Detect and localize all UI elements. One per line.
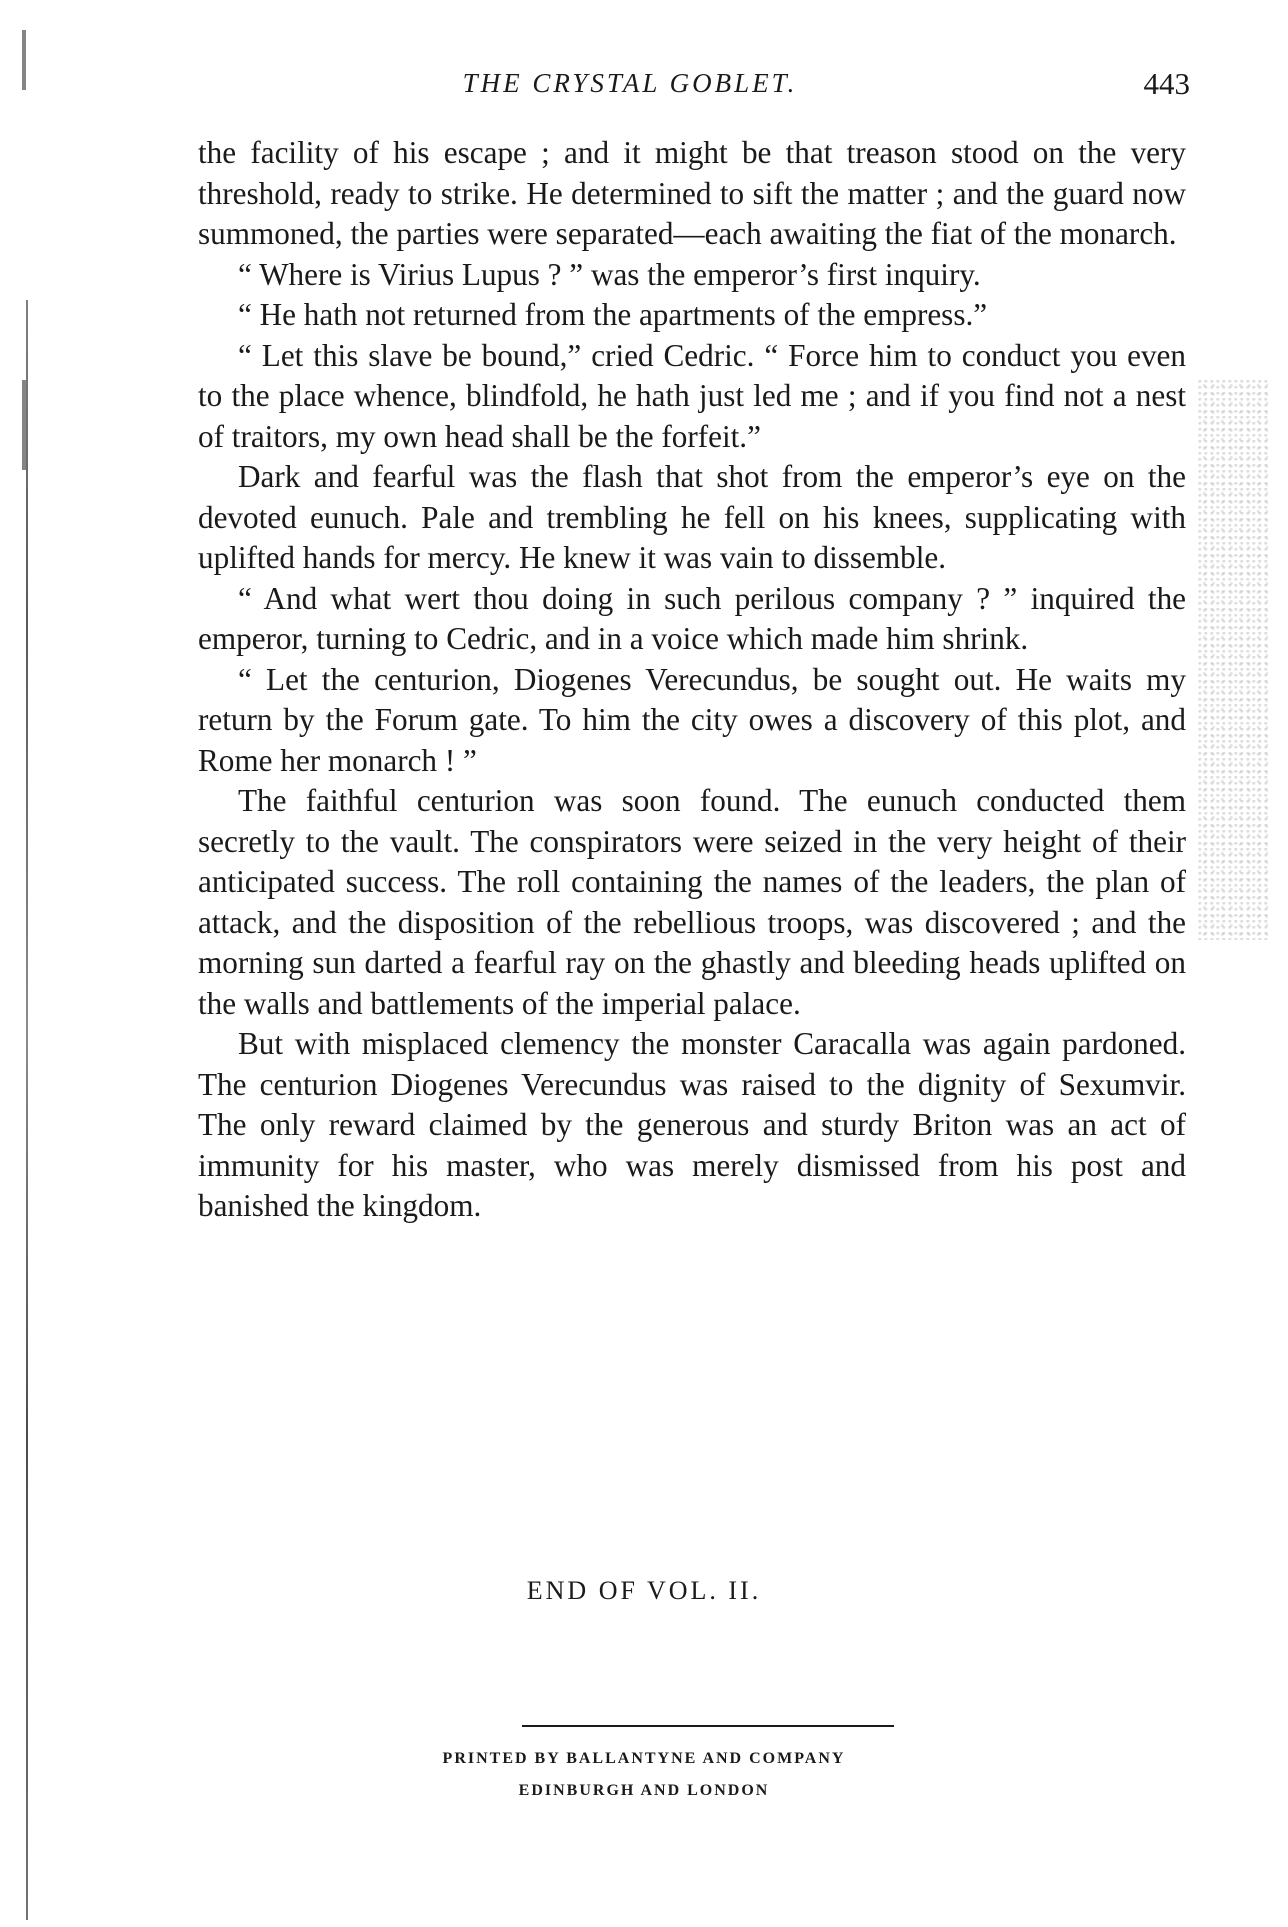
printer-imprint — [0, 1743, 1288, 1807]
paragraph: “ He hath not returned from the apartments of the empress.” — [238, 297, 988, 332]
scan-gutter-mark — [22, 380, 26, 470]
paragraph: “ And what wert thou doing in such perilous company ? ” inquired the emperor, turning to Cedric, and in a voice which made him shrink. — [198, 580, 1186, 656]
paragraph: “ Let the centurion, Diogenes Verecundus, be sought out. He waits my return by the Forum gate. To him the city owes a discovery of this plot, and Rome her monarch ! ” — [198, 661, 1186, 778]
running-head — [200, 66, 1190, 106]
running-title: THE CRYSTAL GOBLET. — [462, 68, 798, 98]
printer-line-2: EDINBURGH AND LONDON — [518, 1782, 770, 1799]
body-text — [198, 133, 1186, 1227]
paragraph: Dark and fearful was the flash that shot from the emperor’s eye on the devoted eunuch. Pale and trembling he fell on his knees, supplicating with uplifted hands for mercy. He knew it was vain to dissemble. — [198, 459, 1186, 575]
printer-line-1: PRINTED BY BALLANTYNE AND COMPANY — [442, 1750, 846, 1767]
scan-gutter-mark — [22, 30, 26, 90]
page-number: 443 — [1143, 66, 1190, 101]
paragraph: “ Where is Virius Lupus ? ” was the emperor’s first inquiry. — [238, 256, 981, 292]
paragraph: The faithful centurion was soon found. The eunuch conducted them secretly to the vault. The conspirators were seized in the very height of their anticipated success. The roll containing the names of the leaders, the plan of attack, and the disposition of the rebellious troops, was discovered ; and the morning sun darted a fearful ray on the ghastly and bleeding heads uplifted on the walls and battlements of the imperial palace. — [198, 783, 1186, 1021]
scan-gutter-shadow — [26, 300, 28, 1920]
end-of-volume-note: END OF VOL. II. — [526, 1576, 762, 1605]
paragraph: “ Let this slave be bound,” cried Cedric. “ Force him to conduct you even to the place whence, blindfold, he hath just led me ; and if you find not a nest of traitors, my own head shall be the forfeit.” — [198, 337, 1186, 454]
printer-rule — [522, 1725, 894, 1727]
paragraph: But with misplaced clemency the monster Caracalla was again pardoned. The centurion Diogenes Verecundus was raised to the dignity of Sexumvir. The only reward claimed by the generous and sturdy Briton was an act of immunity for his master, who was merely dismissed from his post and banished the kingdom. — [198, 1026, 1186, 1223]
paragraph: the facility of his escape ; and it might be that treason stood on the very threshold, ready to strike. He determined to sift the matter ; and the guard now summoned, the parties were separated—each awaiting the fiat of the monarch. — [198, 135, 1186, 251]
scan-speckle — [1198, 380, 1268, 940]
